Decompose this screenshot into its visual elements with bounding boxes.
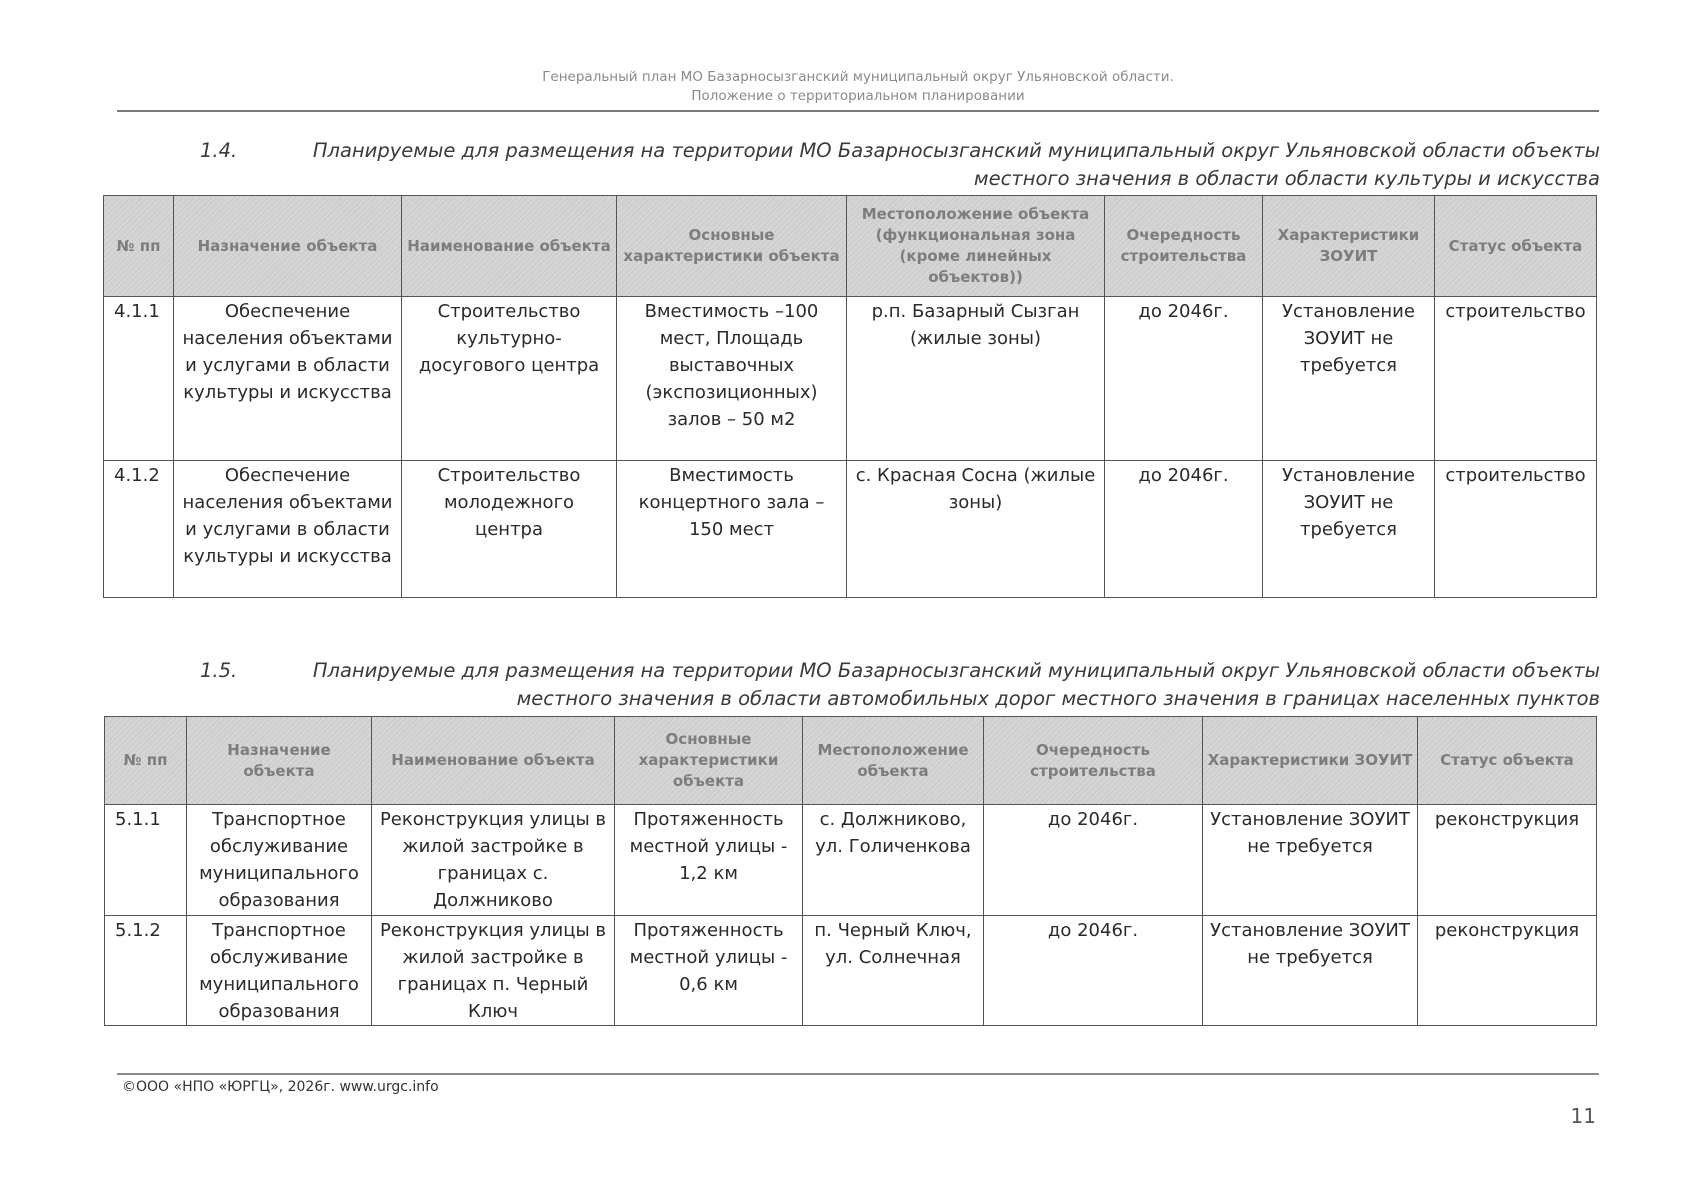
column-header: Основные характеристики объекта xyxy=(615,717,803,805)
cell-status: реконструкция xyxy=(1418,805,1597,916)
section-title-line-2: местного значения в области области культуры и искусства xyxy=(973,167,1600,190)
column-header: Наименование объекта xyxy=(402,196,617,297)
cell-zouit: Установление ЗОУИТ не требуется xyxy=(1263,461,1435,598)
cell-purpose: Транспортное обслуживание муниципального образования xyxy=(187,916,372,1026)
cell-name: Реконструкция улицы в жилой застройке в границах с. Должниково xyxy=(372,805,615,916)
cell-zouit: Установление ЗОУИТ не требуется xyxy=(1203,805,1418,916)
column-header: Очередность строительства xyxy=(984,717,1203,805)
cell-number: 4.1.1 xyxy=(104,297,174,461)
cell-order: до 2046г. xyxy=(984,916,1203,1026)
cell-status: строительство xyxy=(1435,297,1597,461)
cell-number: 4.1.2 xyxy=(104,461,174,598)
culture-objects-table xyxy=(103,195,1597,598)
column-header: Характеристики ЗОУИТ xyxy=(1203,717,1418,805)
column-header: Статус объекта xyxy=(1418,717,1597,805)
footer-divider xyxy=(117,1073,1599,1075)
section-title-line-1: Планируемые для размещения на территории МО Базарносызганский муниципальный округ Ульяновской области объекты xyxy=(312,659,1600,682)
cell-number: 5.1.2 xyxy=(105,916,187,1026)
column-header: Статус объекта xyxy=(1435,196,1597,297)
cell-characteristics: Вместимость концертного зала – 150 мест xyxy=(617,461,847,598)
table-row xyxy=(105,916,1597,1026)
section-title-line-1: Планируемые для размещения на территории МО Базарносызганский муниципальный округ Ульяновской области объекты xyxy=(312,139,1600,162)
header-document-title: Генеральный план МО Базарносызганский муниципальный округ Ульяновской области. xyxy=(542,69,1174,85)
cell-order: до 2046г. xyxy=(984,805,1203,916)
section-number: 1.5. xyxy=(200,659,238,682)
header-divider xyxy=(117,110,1599,112)
cell-order: до 2046г. xyxy=(1105,461,1263,598)
cell-characteristics: Протяженность местной улицы - 1,2 км xyxy=(615,805,803,916)
table-row xyxy=(104,297,1597,461)
cell-characteristics: Протяженность местной улицы - 0,6 км xyxy=(615,916,803,1026)
cell-status: строительство xyxy=(1435,461,1597,598)
cell-number: 5.1.1 xyxy=(105,805,187,916)
column-header: Назначение объекта xyxy=(187,717,372,805)
header-document-subtitle: Положение о территориальном планировании xyxy=(691,88,1025,104)
page-header xyxy=(117,68,1599,106)
cell-purpose: Транспортное обслуживание муниципального образования xyxy=(187,805,372,916)
section-number: 1.4. xyxy=(200,139,238,162)
cell-purpose: Обеспечение населения объектами и услугами в области культуры и искусства xyxy=(174,297,402,461)
column-header: Местоположение объекта (функциональная зона (кроме линейных объектов)) xyxy=(847,196,1105,297)
table-header-row xyxy=(104,196,1597,297)
cell-characteristics: Вместимость –100 мест, Площадь выставочных (экспозиционных) залов – 50 м2 xyxy=(617,297,847,461)
cell-name: Строительство молодежного центра xyxy=(402,461,617,598)
cell-purpose: Обеспечение населения объектами и услугами в области культуры и искусства xyxy=(174,461,402,598)
cell-location: п. Черный Ключ, ул. Солнечная xyxy=(803,916,984,1026)
section-1-5-title xyxy=(180,657,1600,713)
table-row xyxy=(105,805,1597,916)
footer-copyright: ©ООО «НПО «ЮРГЦ», 2026г. www.urgc.info xyxy=(122,1079,439,1095)
cell-name: Реконструкция улицы в жилой застройке в границах п. Черный Ключ xyxy=(372,916,615,1026)
section-1-4-title xyxy=(180,137,1600,193)
cell-zouit: Установление ЗОУИТ не требуется xyxy=(1203,916,1418,1026)
page-number: 11 xyxy=(1570,1104,1596,1128)
table-row xyxy=(104,461,1597,598)
cell-name: Строительство культурно-досугового центра xyxy=(402,297,617,461)
cell-order: до 2046г. xyxy=(1105,297,1263,461)
cell-location: р.п. Базарный Сызган (жилые зоны) xyxy=(847,297,1105,461)
cell-location: с. Должниково, ул. Голиченкова xyxy=(803,805,984,916)
column-header: Наименование объекта xyxy=(372,717,615,805)
column-header: Местоположение объекта xyxy=(803,717,984,805)
cell-zouit: Установление ЗОУИТ не требуется xyxy=(1263,297,1435,461)
column-header: Характеристики ЗОУИТ xyxy=(1263,196,1435,297)
section-title-line-2: местного значения в области автомобильных дорог местного значения в границах населенных пунктов xyxy=(516,687,1600,710)
column-header: № пп xyxy=(105,717,187,805)
column-header: № пп xyxy=(104,196,174,297)
cell-location: с. Красная Сосна (жилые зоны) xyxy=(847,461,1105,598)
column-header: Очередность строительства xyxy=(1105,196,1263,297)
roads-objects-table xyxy=(104,716,1597,1026)
column-header: Назначение объекта xyxy=(174,196,402,297)
table-header-row xyxy=(105,717,1597,805)
column-header: Основные характеристики объекта xyxy=(617,196,847,297)
cell-status: реконструкция xyxy=(1418,916,1597,1026)
